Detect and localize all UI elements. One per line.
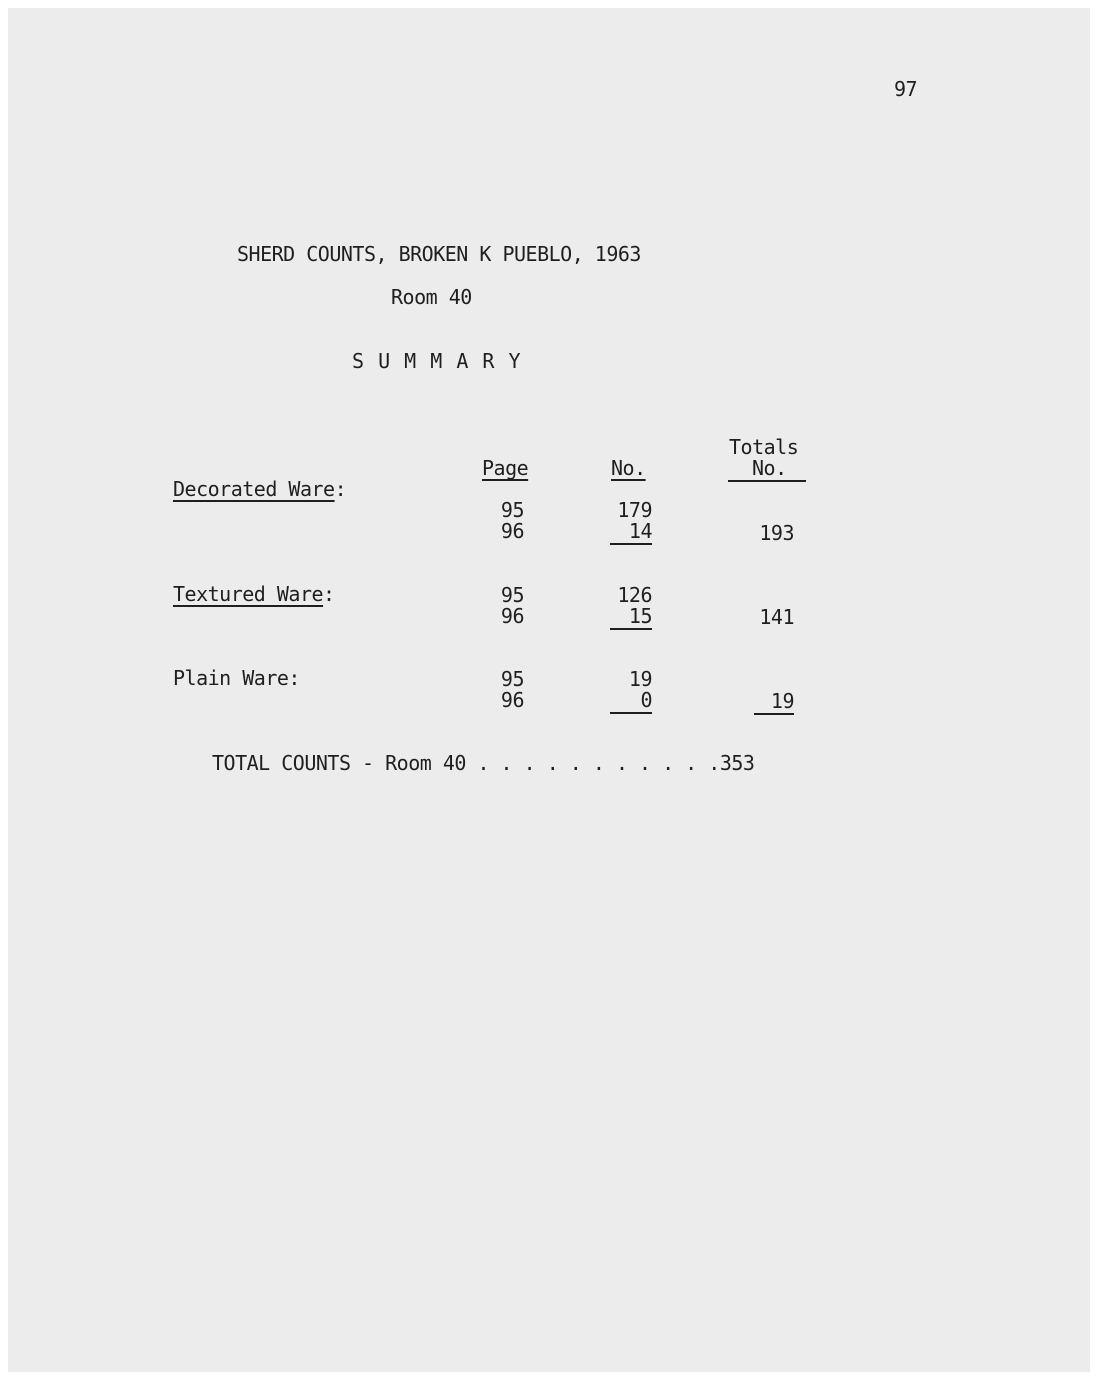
page-cell: 96 xyxy=(500,519,524,543)
column-header-page: Page xyxy=(482,456,529,480)
page-cell: 96 xyxy=(500,604,524,628)
page-cell: 96 xyxy=(500,688,524,712)
column-header-totals-no: No. xyxy=(752,456,787,480)
document-page xyxy=(8,8,1090,1372)
group-label-textured-ware: Textured Ware: xyxy=(173,582,335,606)
total-rule xyxy=(754,713,794,715)
room-subtitle: Room 40 xyxy=(391,285,472,309)
group-label-plain-ware: Plain Ware: xyxy=(173,666,300,690)
grand-total-value: 353 xyxy=(719,751,755,775)
totals-header-rule xyxy=(728,480,806,482)
count-cell: 126 xyxy=(617,583,652,607)
subtotal-rule xyxy=(610,543,652,545)
group-label-decorated-ware: Decorated Ware: xyxy=(173,477,347,501)
subtotal-rule xyxy=(610,712,652,714)
subtotal-rule xyxy=(610,628,652,630)
dot-leader: . . . . . . . . . . xyxy=(465,751,697,775)
count-cell: 15 xyxy=(628,604,652,628)
column-header-no: No. xyxy=(611,456,646,480)
count-cell: 14 xyxy=(628,519,652,543)
count-cell: 179 xyxy=(617,498,652,522)
count-cell: 0 xyxy=(640,688,652,712)
grand-total-line: TOTAL COUNTS - Room 40 . . . . . . . . . . .353 xyxy=(212,751,755,775)
page-number: 97 xyxy=(894,77,918,101)
summary-heading: S U M M A R Y xyxy=(352,349,522,373)
document-title: SHERD COUNTS, BROKEN K PUEBLO, 1963 xyxy=(237,242,641,266)
page-cell: 95 xyxy=(500,583,524,607)
group-total: 141 xyxy=(759,605,794,629)
group-total: 19 xyxy=(770,689,794,713)
page-cell: 95 xyxy=(500,667,524,691)
page-cell: 95 xyxy=(500,498,524,522)
column-header-totals: Totals xyxy=(729,435,799,459)
group-total: 193 xyxy=(759,521,794,545)
grand-total-label: TOTAL COUNTS - Room 40 xyxy=(212,751,466,775)
count-cell: 19 xyxy=(628,667,652,691)
